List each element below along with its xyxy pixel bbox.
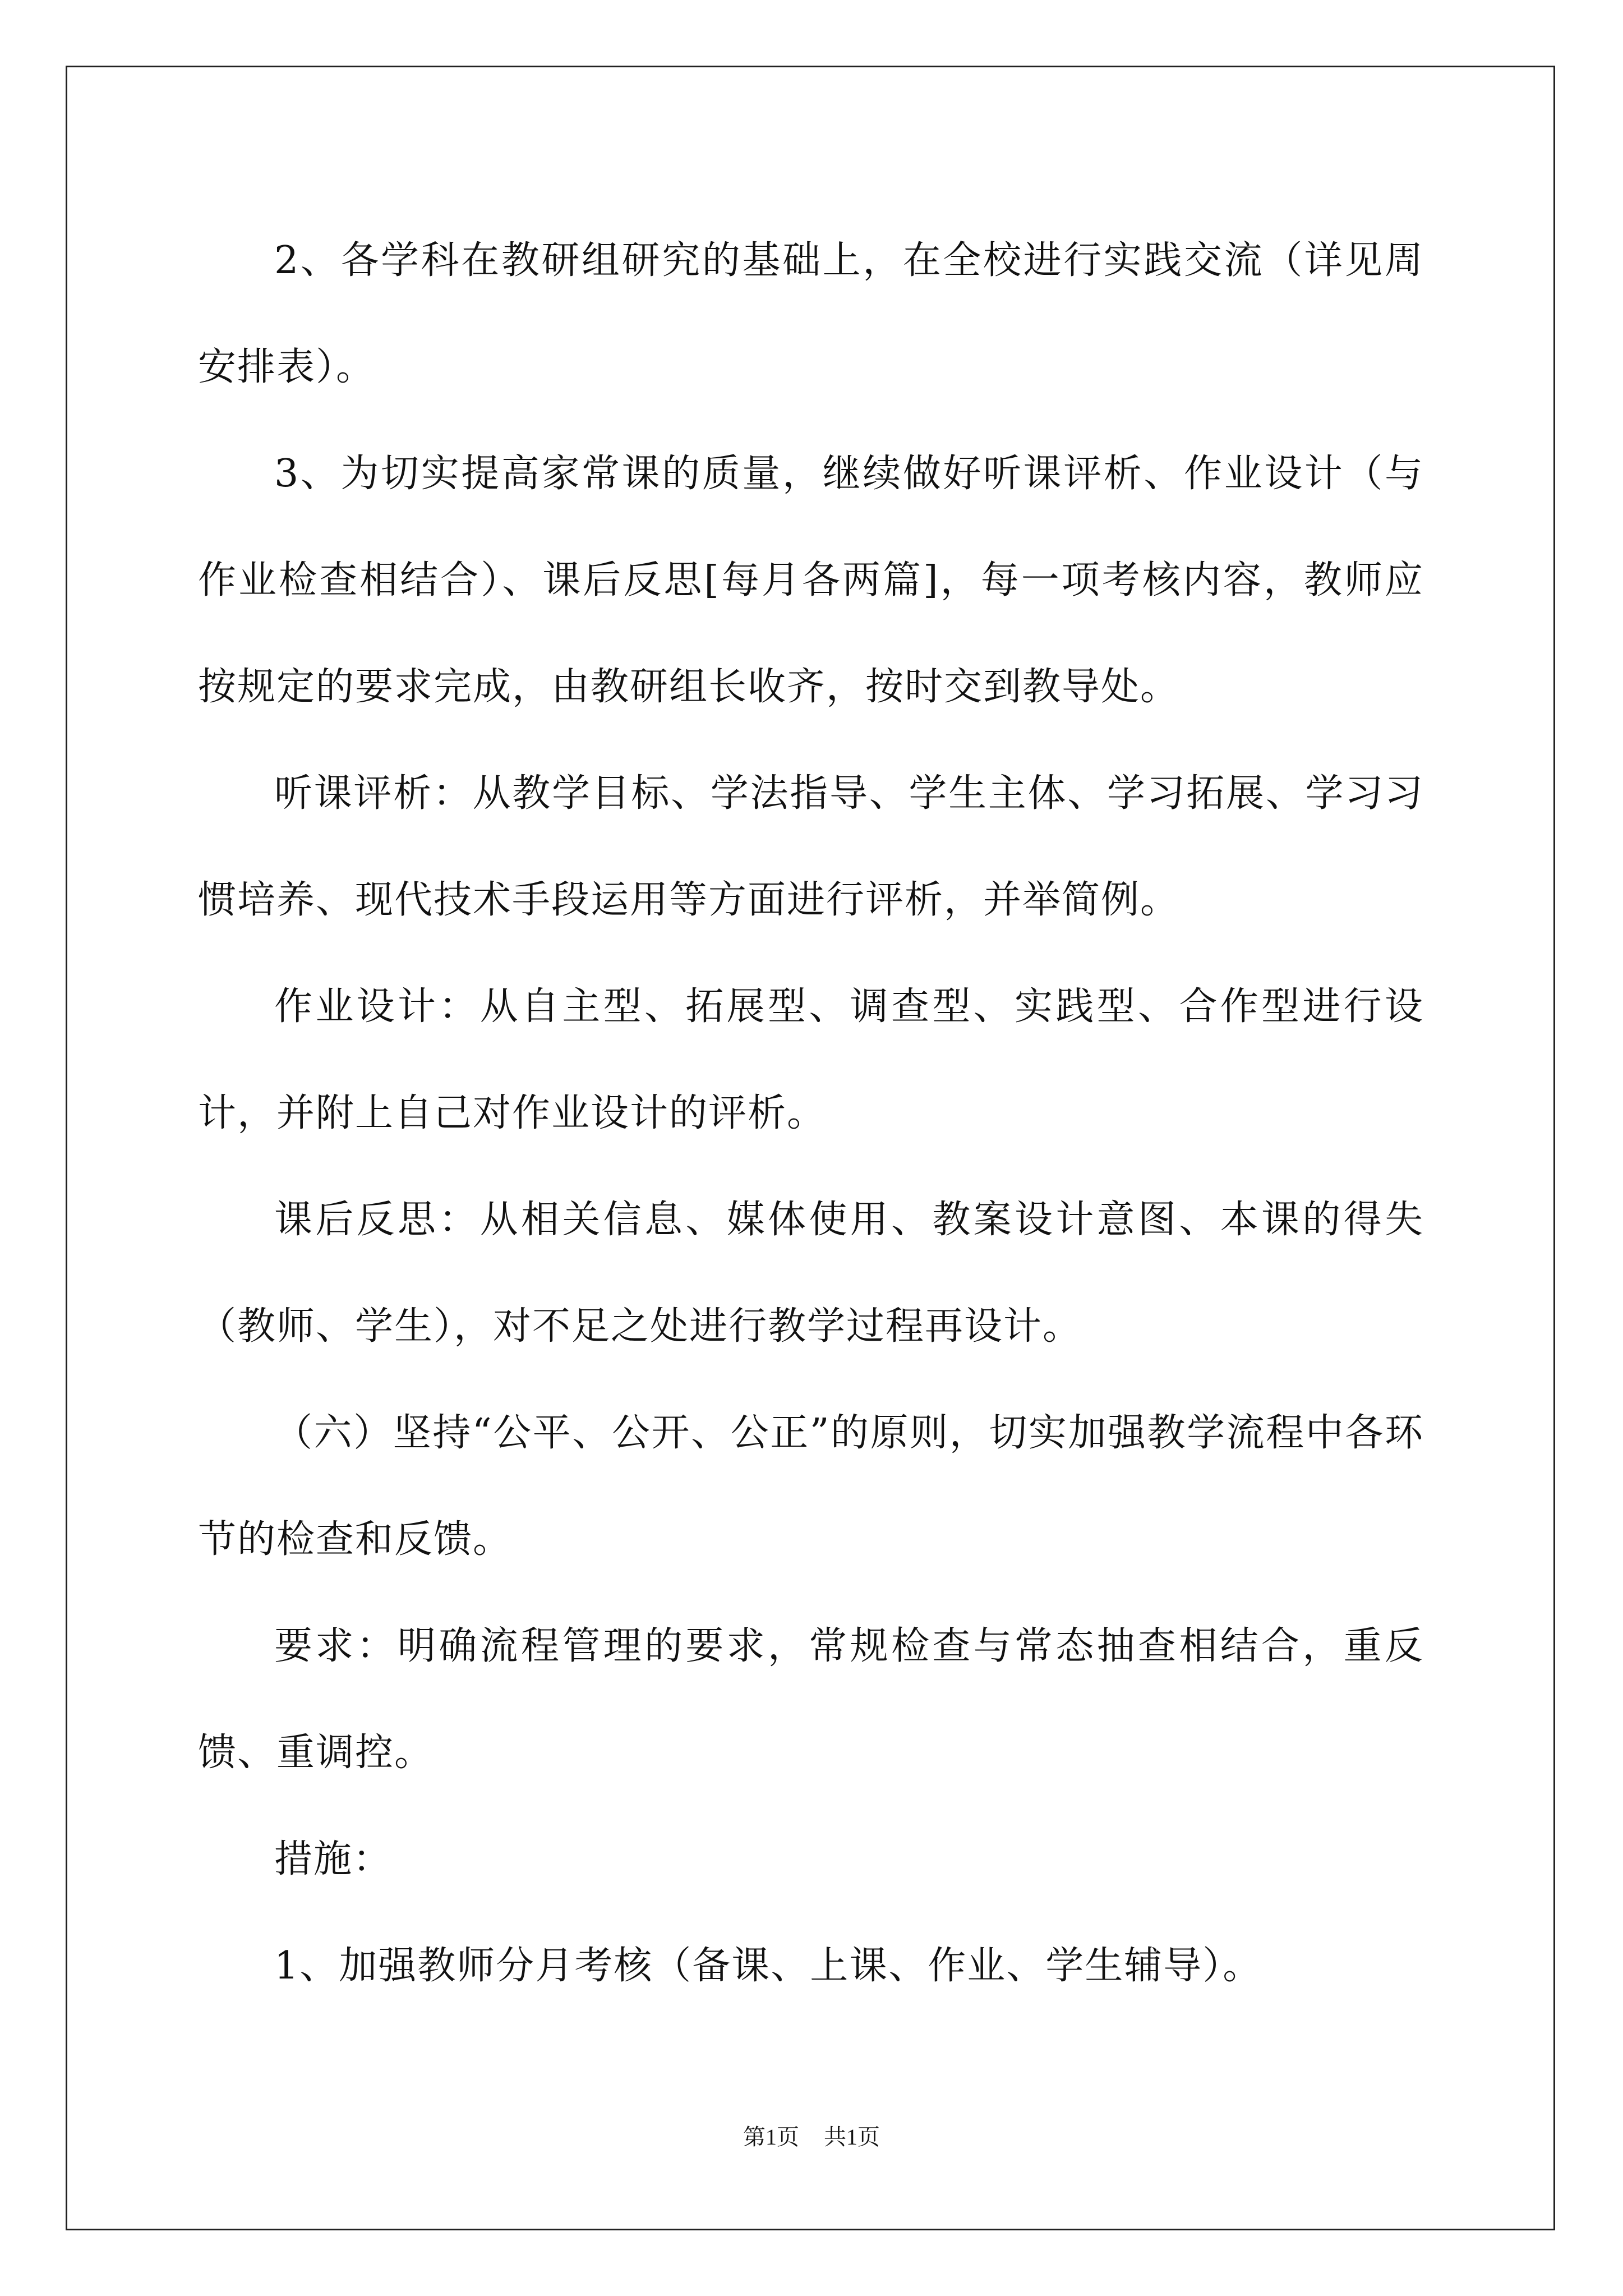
page-number: 第1页 [743,2124,799,2150]
paragraph: 要求：明确流程管理的要求，常规检查与常态抽查相结合，重反馈、重调控。 [198,1624,1424,1775]
page-footer [0,2119,1623,2151]
paragraph: 作业设计：从自主型、拓展型、调查型、实践型、合作型进行设计，并附上自己对作业设计的评析。 [198,984,1424,1135]
page-total: 共1页 [824,2124,880,2150]
paragraph: 听课评析：从教学目标、学法指导、学生主体、学习拓展、学习习惯培养、现代技术手段运用等方面进行评析，并举简例。 [198,771,1424,922]
paragraph: 课后反思：从相关信息、媒体使用、教案设计意图、本课的得失（教师、学生），对不足之处进行教学过程再设计。 [198,1198,1424,1349]
document-body [198,208,1424,2019]
paragraph: 措施： [274,1837,393,1881]
paragraph: 2、各学科在教研组研究的基础上，在全校进行实践交流（详见周安排表）。 [198,238,1424,389]
paragraph: 3、为切实提高家常课的质量，继续做好听课评析、作业设计（与作业检查相结合）、课后反思[每月各两篇]，每一项考核内容，教师应按规定的要求完成，由教研组长收齐，按时交到教导处。 [198,452,1424,709]
paragraph: 1、加强教师分月考核（备课、上课、作业、学生辅导）。 [274,1944,1262,1988]
paragraph: （六）坚持“公平、公开、公正”的原则，切实加强教学流程中各环节的检查和反馈。 [198,1411,1424,1562]
